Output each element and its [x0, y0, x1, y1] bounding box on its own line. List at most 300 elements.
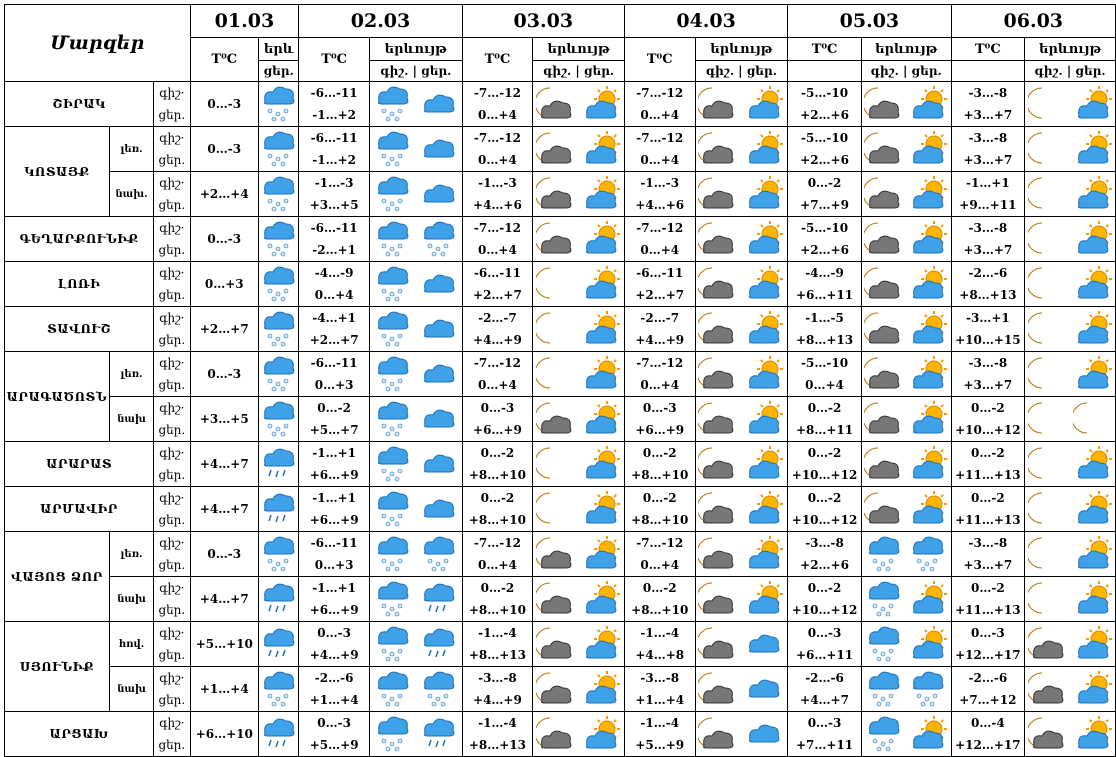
phenomenon-cell: [861, 217, 951, 262]
day-temp: +4…+9: [309, 648, 359, 662]
day-temp: +2…+6: [800, 558, 849, 572]
temperature-cell: [462, 667, 533, 712]
phenomenon-cell: [695, 667, 788, 712]
moon-icon: [1028, 309, 1068, 349]
day-temp: 0…+4: [640, 558, 680, 572]
sun-cloud-icon: [744, 444, 784, 484]
temperature-cell: [788, 712, 862, 757]
rain-cloud-icon: [419, 624, 459, 664]
night-day-label: [154, 622, 190, 667]
phenomenon-header: երևույթ: [861, 38, 951, 61]
sun-cloud-icon: [908, 714, 948, 754]
split-header: գիշ. | ցեր.: [861, 61, 951, 82]
temperature-cell: [788, 262, 862, 307]
phenomenon-cell: [861, 712, 951, 757]
table-row: [5, 82, 1116, 127]
moon-cloud-icon: [536, 129, 576, 169]
table-row: [5, 487, 1116, 532]
temperature-cell: [951, 442, 1025, 487]
day-temp: +6…+9: [635, 423, 685, 437]
date-06: 06.03: [951, 5, 1115, 38]
day-temp: +5…+7: [309, 423, 359, 437]
day-temp: +4…+8: [635, 648, 685, 662]
temperature-cell: [462, 487, 533, 532]
snow-cloud-icon: [419, 534, 459, 574]
sun-cloud-icon: [908, 309, 948, 349]
night-temp: -1…+1: [965, 176, 1010, 190]
snow-cloud-icon: [373, 399, 413, 439]
phenomenon-cell: [695, 352, 788, 397]
moon-cloud-icon: [698, 219, 738, 259]
day-temp: +4…+9: [473, 693, 522, 707]
sun-cloud-icon: [1073, 174, 1113, 214]
night-temp: -4…+1: [312, 311, 356, 325]
temperature-cell: [299, 217, 370, 262]
night-day-label: [154, 127, 190, 172]
snow-cloud-icon: [373, 444, 413, 484]
day-temp: 0…+4: [640, 243, 680, 257]
night-temp: 0…-2: [971, 491, 1005, 505]
night-day-label: [154, 262, 190, 307]
night-temp: 0…-3: [317, 716, 351, 730]
night-day-label: [154, 82, 190, 127]
phenomenon-cell: [533, 307, 625, 352]
temperature-cell: [299, 307, 370, 352]
temperature-cell: [190, 532, 259, 577]
night-day-label: [154, 577, 190, 622]
moon-icon: [536, 309, 576, 349]
table-row: [5, 397, 1116, 442]
night-temp: 0…-3: [807, 716, 842, 730]
day-temp: +2…+7: [635, 288, 685, 302]
temperature-cell: [462, 712, 533, 757]
moon-icon: [1028, 489, 1068, 529]
moon-icon: [1028, 264, 1068, 304]
rain-cloud-icon: [259, 444, 298, 484]
night-temp: -7…-12: [473, 356, 521, 370]
day-temp: +2…+6: [800, 108, 849, 122]
night-temp: -3…-8: [968, 356, 1008, 370]
temperature-cell: [462, 127, 533, 172]
temp-empty: [951, 61, 1025, 82]
temperature-cell: [788, 487, 862, 532]
table-row: [5, 712, 1116, 757]
sun-cloud-icon: [744, 219, 784, 259]
phenomenon-cell: [695, 127, 788, 172]
night-temp: -3…-8: [478, 671, 517, 685]
temperature-cell: [788, 172, 862, 217]
day-label: ցեր.: [158, 603, 186, 617]
night-label: գիշ·: [159, 446, 185, 460]
phenomenon-cell: [369, 82, 462, 127]
phenomenon-cell: [369, 577, 462, 622]
night-temp: -7…-12: [473, 86, 521, 100]
temperature-cell: [624, 577, 695, 622]
date-04: 04.03: [624, 5, 787, 38]
night-temp: -1…+1: [312, 446, 356, 460]
phenomenon-cell: [695, 442, 788, 487]
phenomenon-cell: [695, 577, 788, 622]
moon-cloud-icon: [698, 534, 738, 574]
day-temp: +5…+9: [309, 738, 359, 752]
night-temp: -2…-6: [314, 671, 354, 685]
moon-icon: [1028, 174, 1068, 214]
snow-cloud-icon: [373, 309, 413, 349]
phenomenon-cell: [861, 532, 951, 577]
region-name: ԱՐԱԳԱԾՈՏՆ: [5, 352, 110, 442]
day-temp: +8…+13: [468, 648, 527, 662]
phenomenon-cell: [1025, 172, 1116, 217]
night-temp: -1…-4: [478, 716, 517, 730]
moon-cloud-icon: [698, 354, 738, 394]
moon-cloud-icon: [864, 219, 904, 259]
night-temp: -7…-12: [473, 131, 521, 145]
phenomenon-cell: [1025, 307, 1116, 352]
temperature-cell: [190, 667, 259, 712]
snow-cloud-icon: [259, 309, 298, 349]
night-label: գիշ·: [159, 671, 185, 685]
rain-cloud-icon: [259, 579, 298, 619]
night-temp: -3…-8: [968, 536, 1008, 550]
phenomenon-cell: [369, 622, 462, 667]
phenomenon-cell: [533, 622, 625, 667]
day-temp: +12…+17: [955, 648, 1021, 662]
temperature-cell: [951, 217, 1025, 262]
cloud-icon: [419, 354, 459, 394]
subregion-label: լեռ.: [109, 127, 153, 172]
snow-cloud-icon: [373, 174, 413, 214]
temp-header: T⁰C: [788, 38, 862, 61]
night-temp: 0…-2: [971, 401, 1005, 415]
subregion-label: նախ: [109, 667, 153, 712]
temperature-cell: [624, 667, 695, 712]
sun-cloud-icon: [908, 129, 948, 169]
date-02: 02.03: [299, 5, 462, 38]
day-temp: +3…+5: [199, 412, 249, 426]
sun-cloud-icon: [581, 714, 621, 754]
day-temp: +2…+4: [199, 187, 249, 201]
day-temp: +8…+10: [468, 603, 527, 617]
cloud-icon: [744, 624, 784, 664]
phenomenon-cell: [1025, 487, 1116, 532]
temperature-cell: [299, 712, 370, 757]
night-temp: 0…-2: [807, 491, 842, 505]
day-temp: +6…+9: [473, 423, 522, 437]
day-temp: +8…+10: [631, 513, 689, 527]
snow-cloud-icon: [864, 669, 904, 709]
night-day-label: [154, 487, 190, 532]
moon-cloud-icon: [536, 399, 576, 439]
snow-cloud-icon: [259, 354, 298, 394]
moon-cloud-icon: [698, 264, 738, 304]
phenomenon-header: երևույթ: [369, 38, 462, 61]
phenomenon-cell: [259, 82, 299, 127]
temp-header: T⁰C: [951, 38, 1025, 61]
snow-cloud-icon: [908, 669, 948, 709]
snow-cloud-icon: [373, 534, 413, 574]
phenomenon-cell: [695, 712, 788, 757]
phenomenon-cell: [695, 532, 788, 577]
day-temp: -2…+1: [312, 243, 356, 257]
day-temp: 0…+4: [478, 108, 517, 122]
sun-cloud-icon: [581, 354, 621, 394]
subregion-label: նախ: [109, 397, 153, 442]
temperature-cell: [624, 217, 695, 262]
snow-cloud-icon: [259, 534, 298, 574]
phenomenon-cell: [369, 712, 462, 757]
phenomenon-cell: [695, 172, 788, 217]
snow-cloud-icon: [373, 84, 413, 124]
temperature-cell: [788, 217, 862, 262]
night-temp: 0…-2: [480, 491, 515, 505]
sun-cloud-icon: [581, 219, 621, 259]
night-label: գիշ·: [159, 86, 185, 100]
snow-cloud-icon: [864, 714, 904, 754]
day-label: ցեր.: [158, 333, 186, 347]
sun-cloud-icon: [744, 354, 784, 394]
night-temp: -2…-6: [968, 266, 1008, 280]
phenomenon-cell: [259, 532, 299, 577]
night-temp: 0…-2: [807, 176, 842, 190]
day-temp: +4…+9: [473, 333, 522, 347]
sun-cloud-icon: [581, 444, 621, 484]
cloud-icon: [419, 129, 459, 169]
date-01: 01.03: [190, 5, 299, 38]
moon-cloud-icon: [698, 309, 738, 349]
night-temp: -1…+1: [312, 581, 356, 595]
day-temp: +7…+9: [800, 198, 849, 212]
snow-cloud-icon: [259, 219, 298, 259]
night-temp: -6…-11: [310, 131, 358, 145]
phenomenon-cell: [369, 262, 462, 307]
temperature-cell: [462, 307, 533, 352]
cloud-icon: [419, 309, 459, 349]
temperature-cell: [299, 127, 370, 172]
day-label: ցեր.: [158, 693, 186, 707]
phenomenon-cell: [1025, 397, 1116, 442]
temperature-cell: [462, 217, 533, 262]
moon-icon: [1028, 84, 1068, 124]
day-temp: +2…+6: [800, 243, 849, 257]
night-temp: 0…-2: [971, 581, 1005, 595]
phenomenon-cell: [1025, 262, 1116, 307]
day-temp: 0…-3: [207, 547, 242, 561]
night-temp: -4…-9: [314, 266, 354, 280]
table-row: [5, 127, 1116, 172]
day-temp: +10…+12: [791, 468, 858, 482]
temperature-cell: [299, 622, 370, 667]
snow-cloud-icon: [419, 669, 459, 709]
moon-cloud-icon: [1028, 714, 1068, 754]
moon-cloud-icon: [864, 174, 904, 214]
day-temp: +8…+11: [795, 423, 854, 437]
temperature-cell: [299, 352, 370, 397]
day-temp: 0…+4: [640, 108, 680, 122]
moon-cloud-icon: [864, 84, 904, 124]
night-temp: -6…-11: [473, 266, 521, 280]
moon-icon: [1028, 399, 1068, 439]
temperature-cell: [624, 442, 695, 487]
subregion-label: լեռ.: [109, 532, 153, 577]
phenomenon-cell: [861, 307, 951, 352]
temperature-cell: [190, 217, 259, 262]
moon-icon: [1028, 219, 1068, 259]
night-temp: -5…-10: [801, 221, 849, 235]
phenomenon-cell: [695, 82, 788, 127]
day-temp: +3…+5: [309, 198, 359, 212]
sun-cloud-icon: [908, 174, 948, 214]
night-label: գիշ·: [159, 356, 185, 370]
temperature-cell: [624, 532, 695, 577]
night-temp: -1…-3: [314, 176, 354, 190]
temperature-cell: [624, 352, 695, 397]
night-day-label: [154, 172, 190, 217]
day-temp: +10…+12: [791, 603, 858, 617]
night-temp: -2…-7: [640, 311, 680, 325]
rain-cloud-icon: [419, 714, 459, 754]
moon-icon: [536, 264, 576, 304]
phenomenon-cell: [369, 172, 462, 217]
phenomenon-cell: [861, 172, 951, 217]
snow-cloud-icon: [373, 579, 413, 619]
night-day-label: [154, 712, 190, 757]
night-temp: 0…-3: [480, 401, 515, 415]
day-temp: +6…+9: [309, 468, 359, 482]
snow-cloud-icon: [373, 669, 413, 709]
day-temp: +10…+12: [791, 513, 858, 527]
night-temp: -7…-12: [473, 536, 521, 550]
day-temp: 0…+3: [204, 277, 244, 291]
night-day-label: [154, 217, 190, 262]
sun-cloud-icon: [581, 84, 621, 124]
day-label: ցեր.: [158, 153, 186, 167]
table-row: [5, 622, 1116, 667]
sun-cloud-icon: [1073, 489, 1113, 529]
table-row: [5, 667, 1116, 712]
temperature-cell: [190, 127, 259, 172]
night-day-label: [154, 397, 190, 442]
region-name: ԱՐԱՐԱՏ: [5, 442, 154, 487]
snow-cloud-icon: [373, 624, 413, 664]
day-temp: 0…+4: [478, 558, 517, 572]
temperature-cell: [788, 577, 862, 622]
moon-cloud-icon: [536, 534, 576, 574]
night-temp: -5…-10: [801, 356, 849, 370]
moon-icon: [1028, 579, 1068, 619]
night-temp: -7…-12: [473, 221, 521, 235]
night-temp: -6…-11: [310, 221, 358, 235]
night-label: գիշ·: [159, 176, 185, 190]
day-temp: +2…+7: [309, 333, 359, 347]
temperature-cell: [299, 82, 370, 127]
table-row: [5, 442, 1116, 487]
night-label: գիշ·: [159, 491, 185, 505]
sun-cloud-icon: [1073, 579, 1113, 619]
temperature-cell: [462, 622, 533, 667]
temperature-cell: [462, 352, 533, 397]
moon-icon: [1028, 129, 1068, 169]
moon-cloud-icon: [698, 129, 738, 169]
temperature-cell: [299, 172, 370, 217]
day-temp: +4…+7: [800, 693, 849, 707]
sun-cloud-icon: [1073, 84, 1113, 124]
sun-cloud-icon: [1073, 444, 1113, 484]
day-temp: -1…+2: [312, 153, 356, 167]
sun-cloud-icon: [581, 129, 621, 169]
night-temp: 0…-2: [971, 446, 1005, 460]
temperature-cell: [951, 397, 1025, 442]
phenomenon-cell: [533, 82, 625, 127]
night-temp: 0…-3: [971, 626, 1005, 640]
night-temp: -3…+1: [965, 311, 1010, 325]
temperature-cell: [951, 712, 1025, 757]
temperature-cell: [624, 172, 695, 217]
phenomenon-cell: [861, 622, 951, 667]
phenomenon-cell: [533, 127, 625, 172]
sun-cloud-icon: [581, 579, 621, 619]
phenomenon-cell: [259, 397, 299, 442]
day-label: ցեր.: [158, 288, 186, 302]
night-temp: -3…-8: [968, 86, 1008, 100]
temp-header: T⁰C: [624, 38, 695, 82]
day-temp: 0…+4: [478, 243, 517, 257]
phenomenon-cell: [369, 442, 462, 487]
temperature-cell: [788, 127, 862, 172]
temp-empty: [788, 61, 862, 82]
day-temp: +3…+7: [963, 108, 1013, 122]
night-temp: -4…-9: [805, 266, 844, 280]
phenomenon-cell: [259, 217, 299, 262]
night-label: գիշ·: [159, 401, 185, 415]
cloud-icon: [744, 714, 784, 754]
moon-cloud-icon: [698, 579, 738, 619]
day-temp: 0…+4: [640, 153, 680, 167]
phenomenon-cell: [695, 397, 788, 442]
sun-cloud-icon: [744, 84, 784, 124]
day-temp: +1…+4: [309, 693, 359, 707]
snow-cloud-icon: [864, 534, 904, 574]
phenomenon-cell: [259, 487, 299, 532]
region-name: ՍՅՈՒՆԻՔ: [5, 622, 110, 712]
night-temp: 0…-2: [642, 581, 677, 595]
sun-cloud-icon: [1073, 309, 1113, 349]
moon-cloud-icon: [864, 354, 904, 394]
snow-cloud-icon: [908, 534, 948, 574]
night-temp: -7…-12: [636, 86, 684, 100]
moon-cloud-icon: [1028, 669, 1068, 709]
forecast-body: [5, 82, 1116, 757]
moon-cloud-icon: [536, 624, 576, 664]
day-temp: +11…+13: [955, 468, 1021, 482]
moon-icon: [536, 444, 576, 484]
day-label: ցեր.: [158, 423, 186, 437]
temperature-cell: [624, 487, 695, 532]
night-temp: -1…-4: [478, 626, 517, 640]
temperature-cell: [951, 352, 1025, 397]
cloud-icon: [419, 399, 459, 439]
night-temp: -3…-8: [968, 221, 1008, 235]
sun-cloud-icon: [581, 309, 621, 349]
day-label: ցեր.: [158, 513, 186, 527]
night-temp: 0…-2: [480, 581, 515, 595]
region-name: ԳԵՂԱՐՔՈՒՆԻՔ: [5, 217, 154, 262]
phenomenon-cell: [533, 442, 625, 487]
night-day-label: [154, 307, 190, 352]
day-temp: +3…+7: [963, 558, 1013, 572]
night-temp: 0…-3: [642, 401, 677, 415]
temperature-cell: [462, 532, 533, 577]
moon-cloud-icon: [698, 444, 738, 484]
